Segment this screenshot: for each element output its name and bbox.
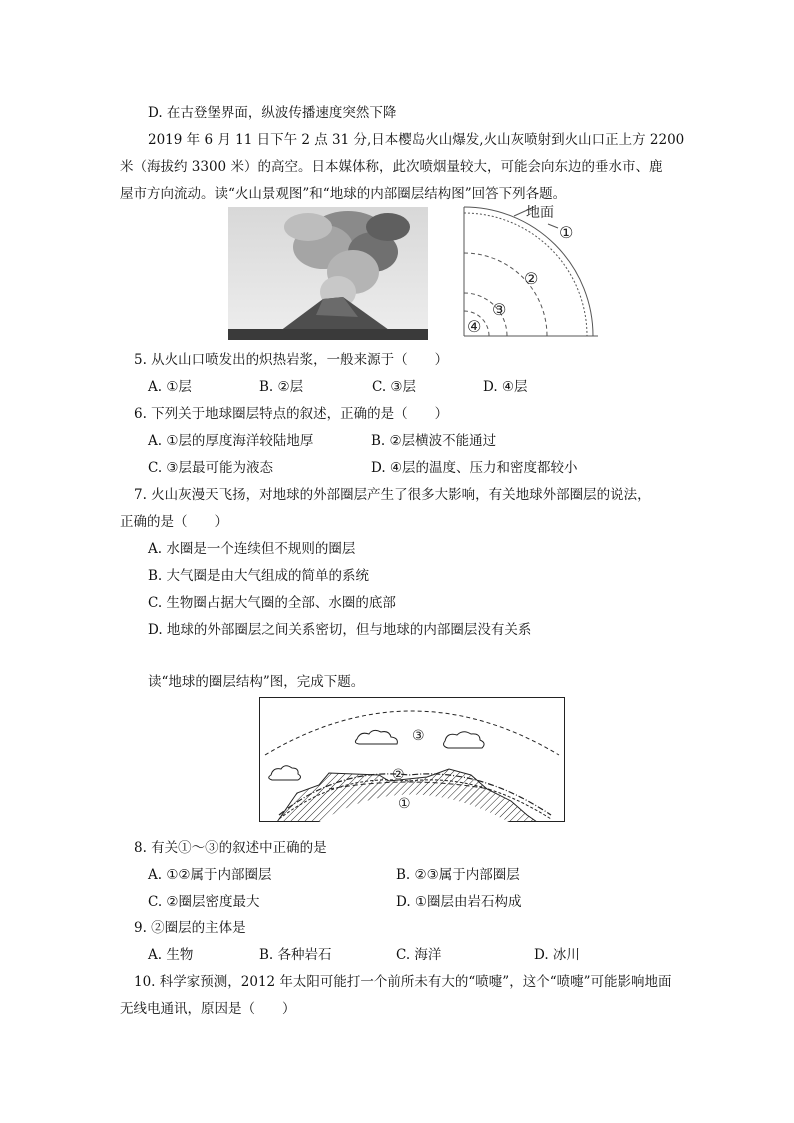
- intro-line-3: 屋市方向流动。读“火山景观图”和“地球的内部圈层结构图”回答下列各题。: [120, 186, 567, 202]
- q9-option-d: D. 冰川: [534, 947, 580, 963]
- layer-3-label: ③: [492, 300, 507, 319]
- q7-option-c: C. 生物圈占据大气圈的全部、水圈的底部: [148, 595, 396, 611]
- q5-option-d: D. ④层: [483, 379, 528, 395]
- layer-1-label: ①: [559, 223, 574, 242]
- q9-option-a: A. 生物: [148, 947, 194, 963]
- sphere-3-label: ③: [412, 728, 425, 744]
- q7-option-d: D. 地球的外部圈层之间关系密切，但与地球的内部圈层没有关系: [148, 622, 532, 638]
- q6-stem: 6. 下列关于地球圈层特点的叙述，正确的是（ ）: [134, 406, 449, 422]
- q9-option-b: B. 各种岩石: [259, 947, 332, 963]
- q9-stem: 9. ②圈层的主体是: [134, 920, 246, 936]
- layer-2-label: ②: [524, 269, 539, 288]
- earth-sphere-diagram: [259, 697, 565, 822]
- intro-line-1: 2019 年 6 月 11 日下午 2 点 31 分,日本樱岛火山爆发,火山灰喷射到火山口正上方 2200: [148, 132, 685, 148]
- read-prompt: 读“地球的圈层结构”图，完成下题。: [148, 674, 365, 690]
- q7-stem-line-1: 7. 火山灰漫天飞扬，对地球的外部圈层产生了很多大影响，有关地球外部圈层的说法，: [134, 487, 651, 503]
- q10-stem-line-2: 无线电通讯，原因是（ ）: [120, 1001, 296, 1017]
- q8-stem: 8. 有关①～③的叙述中正确的是: [134, 840, 327, 856]
- q7-stem-line-2: 正确的是（ ）: [120, 514, 228, 530]
- q6-option-a: A. ①层的厚度海洋较陆地厚: [148, 433, 314, 449]
- prev-option-d: D. 在古登堡界面，纵波传播速度突然下降: [148, 105, 397, 121]
- sphere-1-label: ①: [398, 796, 411, 812]
- q8-option-a: A. ①②属于内部圈层: [148, 867, 272, 883]
- q7-option-a: A. 水圈是一个连续但不规则的圈层: [148, 541, 356, 557]
- sphere-2-label: ②: [392, 767, 405, 783]
- q8-option-d: D. ①圈层由岩石构成: [396, 894, 522, 910]
- q8-option-c: C. ②圈层密度最大: [148, 894, 260, 910]
- q5-option-a: A. ①层: [148, 379, 192, 395]
- q6-option-c: C. ③层最可能为液态: [148, 460, 274, 476]
- q5-option-c: C. ③层: [372, 379, 417, 395]
- q5-stem: 5. 从火山口喷发出的炽热岩浆，一般来源于（ ）: [134, 352, 449, 368]
- surface-label: 地面: [526, 205, 554, 221]
- intro-line-2: 米（海拔约 3300 米）的高空。日本媒体称，此次喷烟量较大，可能会向东边的垂水市、鹿: [120, 159, 663, 175]
- q5-option-b: B. ②层: [259, 379, 304, 395]
- volcano-photo: [228, 207, 428, 340]
- q8-option-b: B. ②③属于内部圈层: [396, 867, 520, 883]
- q7-option-b: B. 大气圈是由大气组成的简单的系统: [148, 568, 370, 584]
- q9-option-c: C. 海洋: [396, 947, 442, 963]
- q10-stem-line-1: 10. 科学家预测，2012 年太阳可能打一个前所未有大的“喷嚏”，这个“喷嚏”可能影响地面: [134, 974, 672, 990]
- q6-option-d: D. ④层的温度、压力和密度都较小: [371, 460, 578, 476]
- internal-layers-diagram: [462, 205, 600, 341]
- layer-4-label: ④: [467, 317, 482, 336]
- q6-option-b: B. ②层横波不能通过: [371, 433, 497, 449]
